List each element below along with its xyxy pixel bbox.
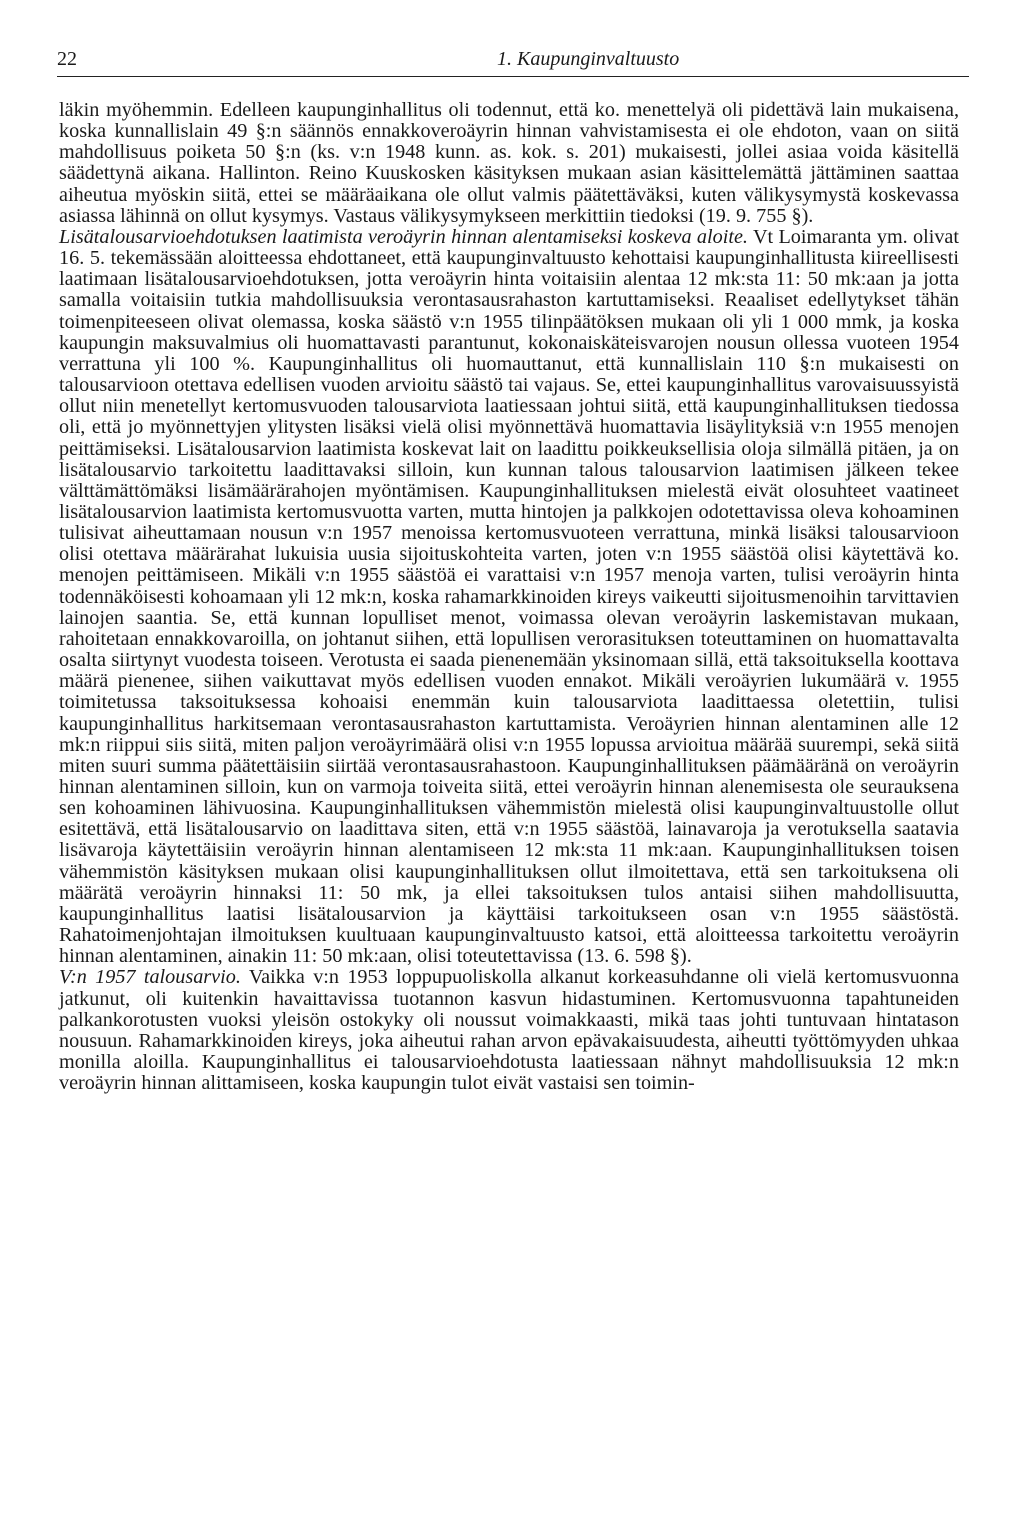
page-header: [57, 44, 969, 77]
paragraph-text: Vaikka v:n 1953 loppupuoliskolla alkanut korkeasuhdanne oli vielä kertomusvuonna jatkunut, oli kuitenkin havaittavissa tuotannon kasvun hidastuminen. Kertomusvuonna tapahtuneiden palkankorotusten vuoksi yleisön ostokyky oli noussut voimakkaasti, mikä taas johti tuntuvaan hintatason nousuun. Rahamarkkinoiden kireys, joka aiheutui rahan arvon epävakaisuudesta, aiheutti työttömyyden uhkaa monilla aloilla. Kaupunginhallitus ei talousarvioehdotusta laatiessaan nähnyt mahdollisuuksia 12 mk:n veroäyrin hinnan alittamiseen, koska kaupungin tulot eivät vastaisi sen toimin-: [59, 966, 959, 1095]
paragraph: [59, 100, 959, 227]
running-head: 1. Kaupunginvaltuusto: [497, 48, 680, 70]
paragraph: [59, 227, 959, 967]
section-heading: Lisätalousarvioehdotuksen laatimista veroäyrin hinnan alentamiseksi koskeva aloite.: [59, 225, 748, 248]
section-heading: V:n 1957 talousarvio.: [59, 966, 241, 989]
page-number: 22: [57, 48, 77, 70]
paragraph: [59, 967, 959, 1094]
body-text: [59, 100, 959, 1094]
paragraph-text: läkin myöhemmin. Edelleen kaupunginhallitus oli todennut, että ko. menettelyä oli pidettävä lain mukaisena, koska kunnallislain 49 §:n säännös ennakkoveroäyrin hinnan vahvistamisesta ei ole ehdoton, vaan on siitä mahdollisuus poiketa 50 §:n (ks. v:n 1948 kunn. as. kok. s. 201) mukaisesti, jollei asiaa voida käsitellä säädettynä aikana. Hallinton. Reino Kuuskosken käsityksen mukaan asian käsittelemättä jättäminen saattaa aiheutua myöskin siitä, ettei se määräaikana ole ollut valmis päätettäväksi, kuten välikysymystä koskevassa asiassa lähinnä on ollut kysymys. Vastaus välikysymykseen merkittiin tiedoksi (19. 9. 755 §).: [59, 99, 959, 227]
paragraph-text: Vt Loimaranta ym. olivat 16. 5. tekemässään aloitteessa ehdottaneet, että kaupunginvaltuusto kehottaisi kaupunginhallitusta kiireellisesti laatimaan lisätalousarvioehdotuksen, jotta veroäyrin hinta voitaisiin alentaa 12 mk:sta 11: 50 mk:aan ja jotta samalla voitaisiin tutkia mahdollisuuksia verontasausrahaston kartuttamiseksi. Reaaliset edellytykset tähän toimenpiteeseen olivat olemassa, koska säästö v:n 1955 tilinpäätöksen mukaan oli yli 1 000 mmk, ja koska kaupungin maksuvalmius oli huomattavasti parantunut, kokonaiskäteisvarojen nousun ollessa vuoteen 1954 verrattuna yli 100 %. Kaupunginhallitus oli huomauttanut, että kunnallislain 110 §:n mukaisesti on talousarvioon otettava edellisen vuoden arvioitu säästö tai vajaus. Se, ettei kaupunginhallitus varovaisuussyistä ollut niin menetellyt kertomusvuoden talousarviota laatiessaan johtui siitä, että kaupunginhallituksen tiedossa oli, että jo myönnettyjen ylitysten lisäksi vielä olisi myönnettävä huomattavia lisäylityksiä v:n 1955 menojen peittämiseksi. Lisätalousarvion laatimista koskevat lait on laadittu poikkeuksellisia oloja silmällä pitäen, ja on lisätalousarvio tarkoitettu laadittavaksi silloin, kun kunnan talous talousarvion laatimisen jälkeen tekee välttämättömäksi lisämäärärahojen myöntämisen. Kaupunginhallituksen mielestä eivät olosuhteet vaatineet lisätalousarvion laatimista kertomusvuotta varten, mutta hintojen ja palkkojen odotettavissa oleva kohoaminen tulisivat aiheuttamaan nousun v:n 1957 menoissa kertomusvuoteen verrattuna, minkä lisäksi talousarvioon olisi otettava määrärahat lukuisia uusia sijoituskohteita varten, joten v:n 1955 säästöä olisi käytettävä ko. menojen peittämiseen. Mikäli v:n 1955 säästöä ei varattaisi v:n 1957 menoja varten, tulisi veroäyrin hinta todennäköisesti kohoamaan yli 12 mk:n, koska rahamarkkinoiden kireys vaikeutti sijoitusmenoihin tarvittavien lainojen saantia. Se, että kunnan lopulliset menot, voimassa olevan veroäyrin laskemistavan mukaan, rahoitetaan ennakkovaroilla, on johtanut siihen, että lopullisen verorasituksen toteuttaminen on huomattavalta osalta siirtynyt vuodesta toiseen. Verotusta ei saada pienenemään yksinomaan sillä, että taksoituksella koottava määrä pienenee, siihen vaikuttavat myös edellisen vuoden ennakot. Mikäli veroäyrien lukumäärä v. 1955 toimitetussa taksoituksessa kohoaisi enemmän kuin talousarviota laadittaessa oletettiin, tulisi kaupunginhallitus harkitsemaan verontasausrahaston kartuttamista. Veroäyrien hinnan alentaminen alle 12 mk:n riippui siis siitä, miten paljon veroäyrimäärä olisi v:n 1955 lopussa arvioitua määrää suurempi, sekä siitä miten suuri summa päätettäisiin siirtää verontasausrahastoon. Kaupunginhallituksen päämääränä on veroäyrin hinnan alentaminen silloin, kun on varmoja toiveita siitä, ettei veroäyrin hinnan alenemisesta ole seurauksena sen kohoaminen lähivuosina. Kaupunginhallituksen vähemmistön mielestä olisi kaupunginvaltuustolle ollut esitettävä, että lisätalousarvio on laadittava siten, että v:n 1955 säästöä, lainavaroja ja verotuksella saatavia lisävaroja käytettäisiin veroäyrin hinnan alentamiseen 12 mk:sta 11 mk:aan. Kaupunginhallituksen toisen vähemmistön käsityksen mukaan olisi kaupunginhallituksen ollut ilmoitettava, että sen tarkoituksena oli määrätä veroäyrin hinnaksi 11: 50 mk, ja ellei taksoituksen tulos antaisi siihen mahdollisuutta, kaupunginhallitus laatisi lisätalousarvion ja käyttäisi tarkoitukseen osan v:n 1955 säästöstä. Rahatoimenjohtajan ilmoituksen kuultuaan kaupunginvaltuusto katsoi, että aloitteessa tarkoitettu veroäyrin hinnan alentaminen, ainakin 11: 50 mk:aan, olisi toteutettavissa (13. 6. 598 §).: [59, 225, 960, 968]
